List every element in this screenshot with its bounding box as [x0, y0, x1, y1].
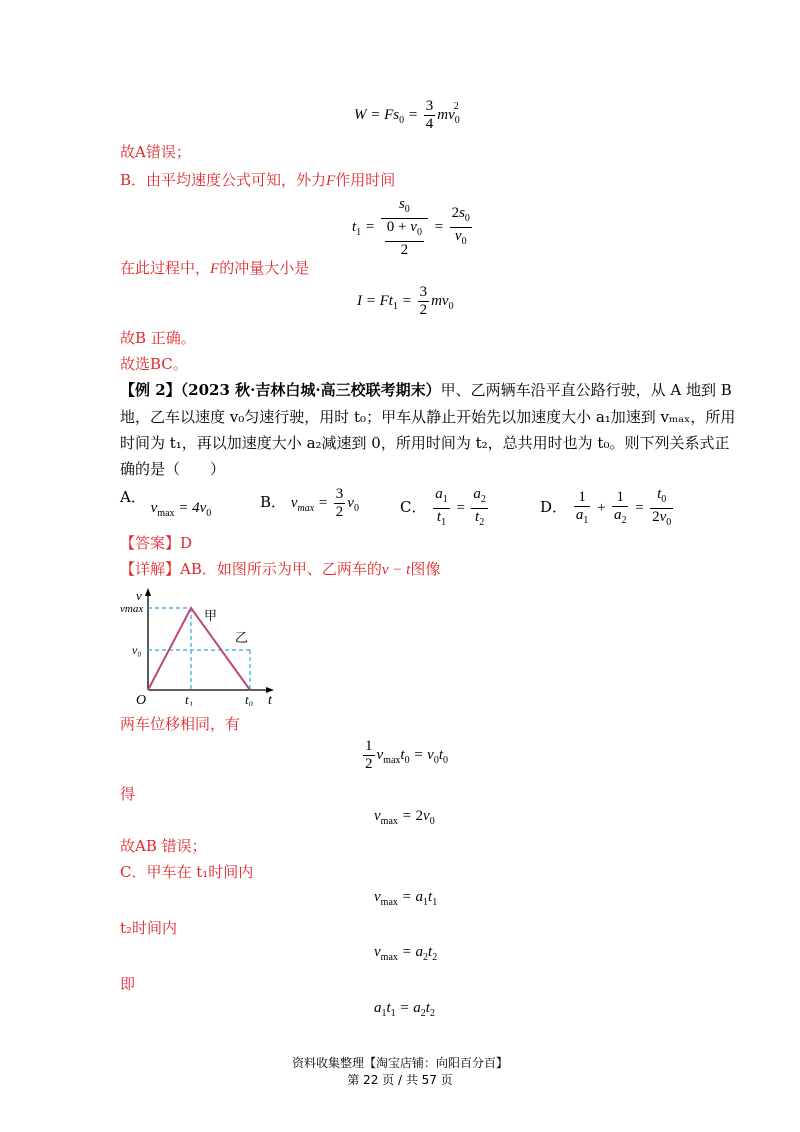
example-line-2: 地，乙车以速度 v₀匀速行驶，用时 t₀；甲车从静止开始先以加速度大小 a₁加速到 vₘₐₓ，所用: [120, 408, 736, 426]
t1-label: t₁: [185, 692, 194, 706]
axis-v-label: v: [136, 588, 142, 603]
text-choose-bc: 故选BC。: [120, 355, 188, 373]
equation-vmax-a2t2: $v_{max} = a_2t_2$: [374, 944, 438, 963]
text-same-displacement: 两车位移相同，有: [120, 715, 241, 733]
equation-displacement: $\frac{1}{2}$ $v_{max}t_0 = v_0t_0$: [365, 738, 449, 772]
option-d: D． $\frac{1}{a_1}$ + $\frac{1}{a_2}$ = $\frac{t_0}{2v_0}$: [540, 486, 672, 528]
jia-label: 甲: [204, 609, 218, 624]
jia-line: [148, 608, 250, 690]
option-a: A． $v_{max} = 4v_0$: [120, 488, 212, 519]
text-a-wrong: 故A错误；: [120, 143, 191, 161]
text-c-intro: C．甲车在 t₁时间内: [120, 863, 254, 881]
equation-impulse: $I = Ft_1$ = $\frac{3}{2}$ $mv_0$: [357, 284, 454, 318]
equation-work: $W = Fs_0$ = $\frac{3}{4}$ $mv_0^2$: [354, 98, 460, 132]
option-c: C． $\frac{a_1}{t_1}$ = $\frac{a_2}{t_2}$: [400, 486, 486, 528]
origin-label: O: [136, 693, 147, 706]
axis-t-label: t: [268, 693, 272, 706]
detail-intro: 【详解】AB．如图所示为甲、乙两车的v − t图像: [120, 560, 441, 578]
text-t2-interval: t₂时间内: [120, 919, 178, 937]
text-b-correct: 故B 正确。: [120, 329, 196, 347]
example-line-4: 确的是（ ）: [120, 460, 226, 478]
text-de: 得: [120, 785, 136, 803]
footer-source: 资料收集整理【淘宝店铺：向阳百分百】: [291, 1056, 508, 1070]
yi-label: 乙: [235, 631, 249, 646]
t0-label: t₀: [245, 692, 254, 706]
text-ji: 即: [120, 975, 136, 993]
vmax-label: vmax: [120, 603, 144, 615]
text-ab-wrong: 故AB 错误；: [120, 837, 207, 855]
equation-a1t1-a2t2: $a_1t_1 = a_2t_2$: [374, 1000, 435, 1019]
equation-vmax-a1t1: $v_{max} = a_1t_1$: [374, 889, 438, 908]
example-line-3: 时间为 t₁，再以加速度大小 a₂减速到 0，所用时间为 t₂，总共用时也为 t₀。则下列关系式正: [120, 434, 730, 452]
text-b-intro: B．由平均速度公式可知，外力F作用时间: [120, 171, 396, 189]
answer: 【答案】D: [120, 534, 193, 552]
v-axis-arrow: [145, 588, 151, 596]
footer-page-number: 第 22 页 / 共 57 页: [347, 1073, 453, 1087]
equation-time: $t_1$ = $\frac{s_0}{\frac{0 + v_0}{2}}$ = $\frac{2s_0}{v_0}$: [352, 196, 470, 258]
option-b: B． $v_{max}$ = $\frac{3}{2}$ $v_0$: [260, 486, 359, 520]
v0-label: v₀: [132, 643, 142, 657]
example-line-1: 【例 2】（2023 秋·吉林白城·高三校联考期末）甲、乙两辆车沿平直公路行驶，从 A 地到 B: [120, 381, 732, 399]
equation-vmax-2v0: $v_{max} = 2v_0$: [374, 808, 435, 827]
text-impulse-intro: 在此过程中，F的冲量大小是: [120, 259, 310, 277]
vt-graph: [118, 586, 288, 706]
